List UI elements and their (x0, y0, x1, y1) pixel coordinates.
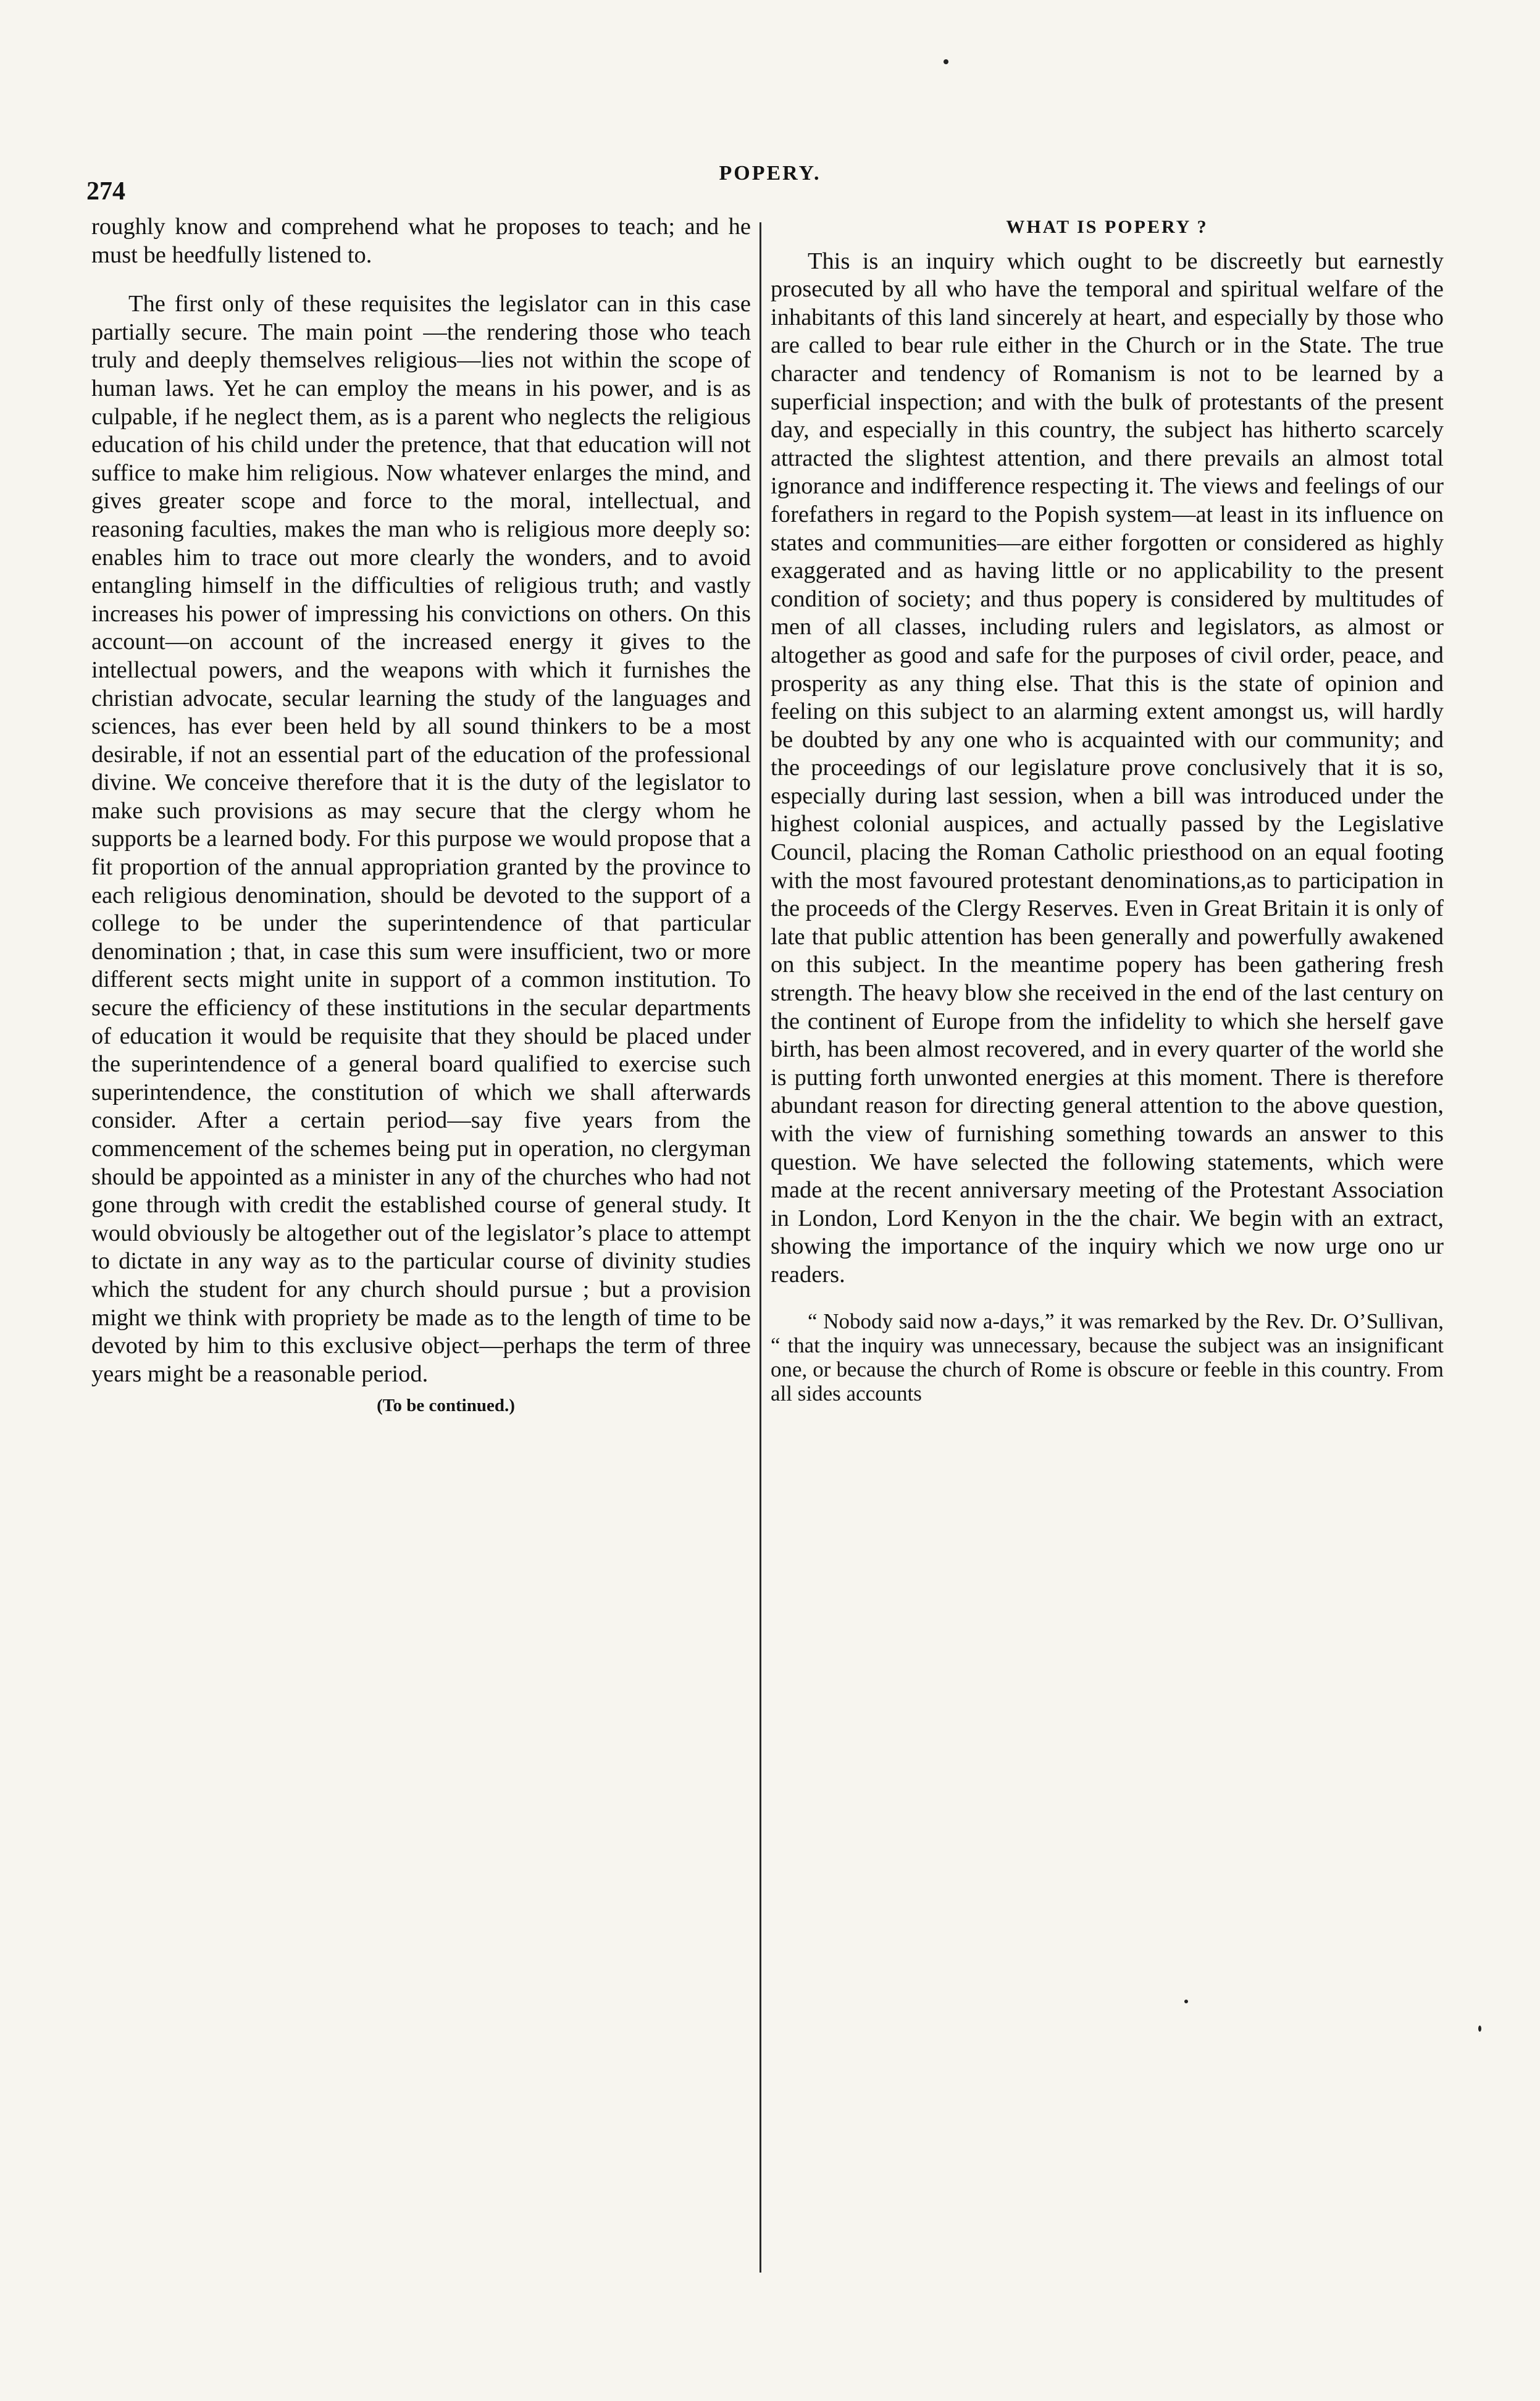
left-column (91, 213, 751, 1420)
column-divider (760, 222, 761, 2273)
print-speck (944, 59, 948, 64)
quoted-extract: “ Nobody said now a-days,” it was remarked by the Rev. Dr. O’Sullivan, “ that the inquiry was unnecessary, because the subject was an insignificant one, or because the church of Rome is obscure or feeble in this country. From all sides accounts (771, 1309, 1444, 1406)
print-speck (1478, 2026, 1481, 2032)
page-number: 274 (86, 177, 125, 206)
right-paragraph-1: This is an inquiry which ought to be discreetly but earnestly prosecuted by all who have the temporal and spiritual welfare of the inhabitants of this land sincerely at heart, and especially by those who are called to bear rule either in the Church or in the State. The true character and tendency of Romanism is not to be learned by a superficial inspection; and with the bulk of protestants of the present day, and especially in this country, the subject has hitherto scarcely attracted the slightest attention, and there prevails an almost total ignorance and indifference respecting it. The views and feelings of our forefathers in regard to the Popish system—at least in its influence on states and communities—are either forgotten or considered as highly exaggerated and as having little or no applicability to the present condition of society; and thus popery is considered by multitudes of men of all classes, including rulers and legislators, as almost or altogether as good and safe for the purposes of civil order, peace, and prosperity as any thing else. That this is the state of opinion and feeling on this subject to an alarming extent amongst us, will hardly be doubted by any one who is acquainted with our community; and the proceedings of our legislature prove conclusively that it is so, especially during last session, when a bill was introduced under the highest colonial auspices, and actually passed by the Legislative Council, placing the Roman Catholic priesthood on an equal footing with the most favoured protestant denominations,as to participation in the proceeds of the Clergy Reserves. Even in Great Britain it is only of late that public attention has been generally and powerfully awakened on this subject. In the meantime popery has been gathering fresh strength. The heavy blow she received in the end of the last century on the continent of Europe from the infidelity to which she herself gave birth, has been almost recovered, and in every quarter of the world she is putting forth unwonted energies at this moment. There is therefore abundant reason for directing general attention to the above question, with the view of furnishing something towards an answer to this question. We have selected the following statements, which were made at the recent anniversary meeting of the Protestant Association in London, Lord Kenyon in the the chair. We begin with an extract, showing the importance of the inquiry which we now urge ono ur readers. (771, 248, 1444, 1288)
right-column (771, 213, 1444, 1406)
to-be-continued-note: (To be continued.) (377, 1396, 515, 1416)
left-paragraph-1: roughly know and comprehend what he proposes to teach; and he must be heedfully listened to. (91, 214, 751, 268)
section-title: WHAT IS POPERY ? (1006, 217, 1208, 237)
running-title: POPERY. (719, 162, 821, 185)
left-paragraph-2: The first only of these requisites the legislator can in this case partially secure. The main point —the rendering those who teach truly and deeply themselves religious—lies not within the scope of human laws. Yet he can employ the means in his power, and is as culpable, if he neglect them, as is a parent who neglects the religious education of his child under the pretence, that that education will not suffice to make him religious. Now whatever enlarges the mind, and gives greater scope and force to the moral, intellectual, and reasoning faculties, makes the man who is religious more deeply so: enables him to trace out more clearly the wonders, and to avoid entangling himself in the difficulties of religious truth; and vastly increases his power of impressing his convictions on others. On this account—on account of the increased energy it gives to the intellectual powers, and the weapons with which it furnishes the christian advocate, secular learning the study of the languages and sciences, has ever been held by all sound thinkers to be a most desirable, if not an essential part of the education of the professional divine. We conceive therefore that it is the duty of the legislator to make such provisions as may secure that the clergy whom he supports be a learned body. For this purpose we would propose that a fit proportion of the annual appropriation granted by the province to each religious denomination, should be devoted to the support of a college to be under the superintendence of that particular denomination ; that, in case this sum were insufficient, two or more different sects might unite in support of a common institution. To secure the efficiency of these institutions in the secular departments of education it would be requisite that they should be placed under the superintendence of a general board qualified to exercise such superintendence, the constitution of which we shall afterwards consider. After a certain period—say five years from the commencement of the schemes being put in operation, no clergyman should be appointed as a minister in any of the churches who had not gone through with credit the established course of general study. It would obviously be altogether out of the legislator’s place to attempt to dictate in any way as to the particular course of divinity studies which the student for any church should pursue ; but a provision might we think with propriety be made as to the length of time to be devoted by him to this exclusive object—perhaps the term of three years might be a reasonable period. (91, 291, 751, 1387)
print-speck (1184, 2000, 1188, 2003)
